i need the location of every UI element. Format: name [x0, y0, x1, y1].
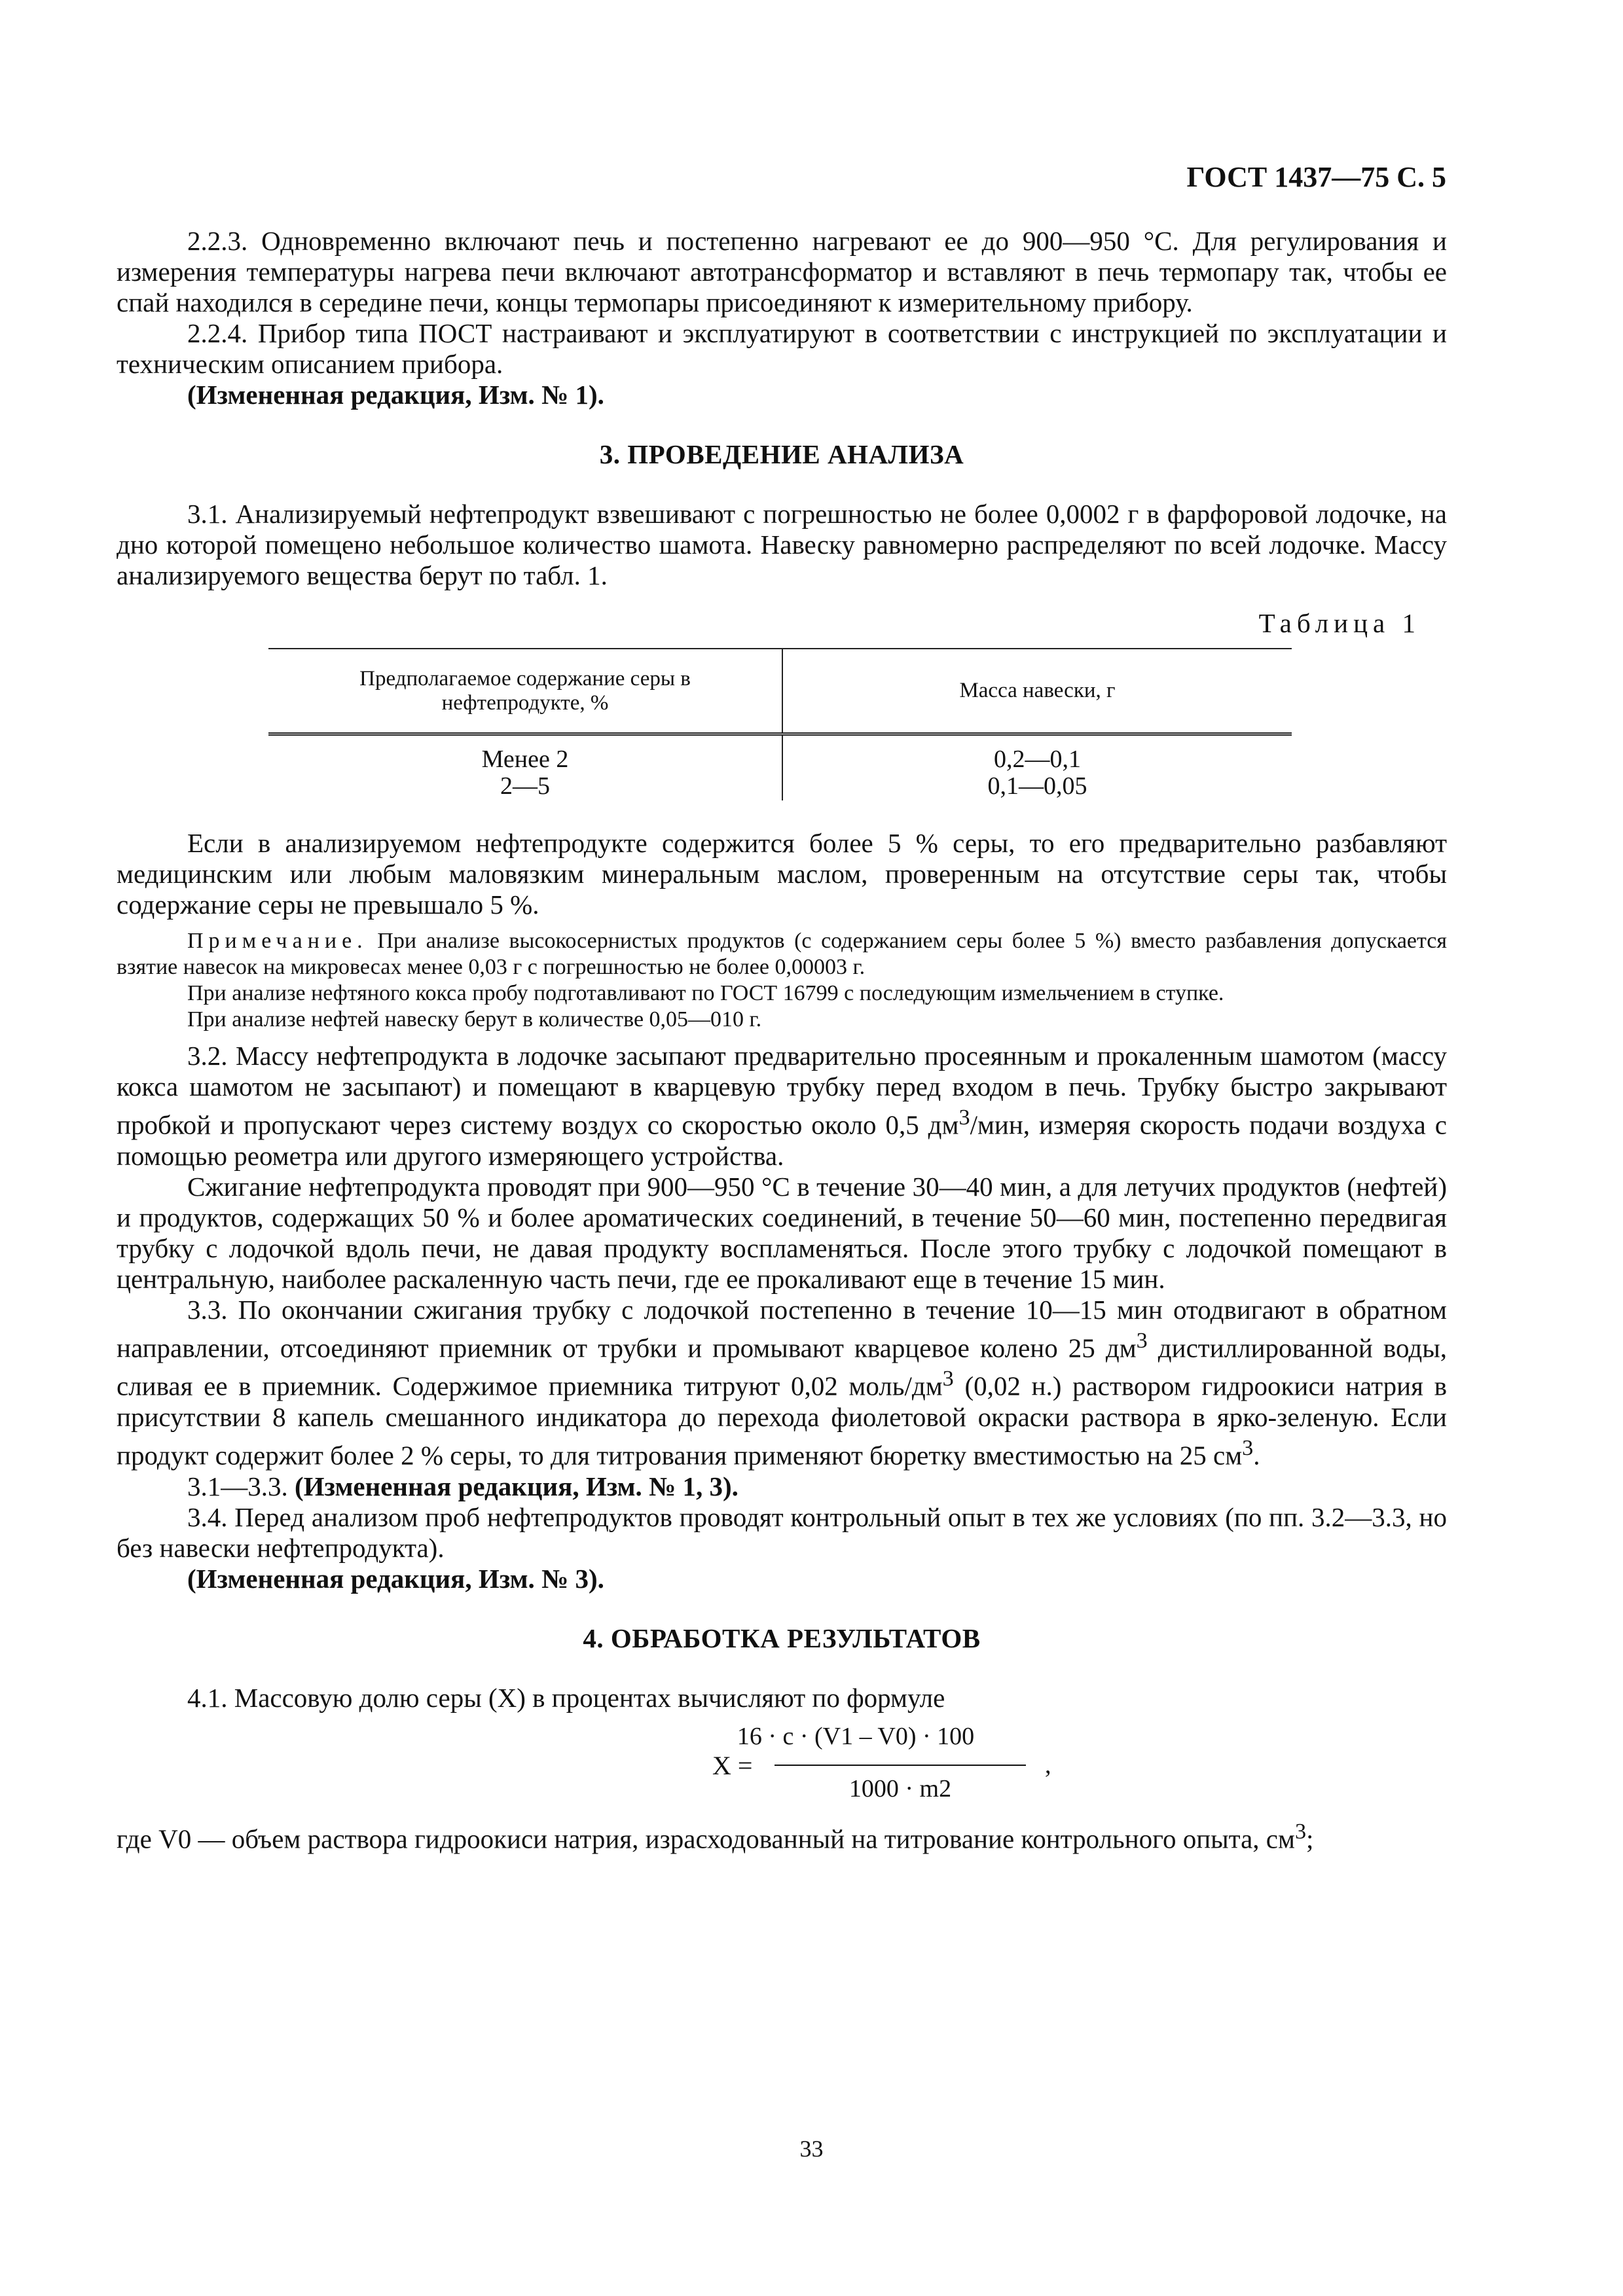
formula [117, 1713, 1447, 1802]
paragraph-4-1: 4.1. Массовую долю серы (X) в процентах вычисляют по формуле [187, 1682, 945, 1713]
paragraph-3-1: 3.1. Анализируемый нефтепродукт взвешивают с погрешностью не более 0,0002 г в фарфоровой лодочке, на дно которой помещено небольшое количество шамота. Навеску равномерно распределяют по всей лодочке. Массу анализируемого вещества берут по табл. 1. [117, 499, 1447, 590]
paragraph-dilution: Если в анализируемом нефтепродукте содержится более 5 % серы, то его предварительно разбавляют медицинским или любым маловязким минеральным маслом, проверенным на отсутствие серы так, чтобы содержание серы не превышало 5 %. [117, 828, 1447, 920]
table-header-mass: Масса навески, г [782, 649, 1292, 734]
section-4-title: 4. ОБРАБОТКА РЕЗУЛЬТАТОВ [583, 1623, 981, 1653]
table-header-sulfur: Предполагаемое содержание серы в нефтепродукте, % [268, 649, 782, 734]
table-row [268, 734, 1292, 801]
paragraph-3-3: 3.3. По окончании сжигания трубку с лодочкой постепенно в течение 10—15 мин отодвигают в обратном направлении, отсоединяют приемник от трубки и промывают кварцевое колено 25 $дм^3$ дистиллированной воды, сливая ее в приемник. Содержимое приемника титруют 0,02 моль/$дм^3$ (0,02 н.) раствором гидроокиси натрия в присутствии 8 капель смешанного индикатора до перехода фиолетовой окраски раствора в ярко-зеленую. Если продукт содержит более 2 % серы, то для титрования применяют бюретку вместимостью на 25 $см^3$. [117, 1294, 1447, 1471]
where-line: где V0 — объем раствора гидроокиси натрия, израсходованный на титрование контрольного опыта, $см^3$; [117, 1819, 1314, 1854]
note-2: При анализе нефтяного кокса пробу подготавливают по ГОСТ 16799 с последующим измельчением в ступке. [187, 981, 1224, 1005]
edit-note-2: 3.1—3.3. (Измененная редакция, Изм. № 1, 3). [187, 1471, 739, 1501]
page-body [117, 226, 1447, 1854]
note-3: При анализе нефтей навеску берут в количестве 0,05—010 г. [187, 1007, 762, 1031]
paragraph-burning: Сжигание нефтепродукта проводят при 900—950 °С в течение 30—40 мин, а для летучих продуктов (нефтей) и продуктов, содержащих 50 % и более ароматических соединений, в течение 50—60 мин, постепенно передвигая трубку с лодочкой вдоль печи, не давая продукту воспламеняться. После этого трубку с лодочкой помещают в центральную, наиболее раскаленную часть печи, где ее прокаливают еще в течение 15 мин. [117, 1171, 1447, 1294]
paragraph-3-4: 3.4. Перед анализом проб нефтепродуктов проводят контрольный опыт в тех же условиях (по пп. 3.2—3.3, но без навески нефтепродукта). [117, 1501, 1447, 1563]
formula-denominator: 1000 · m2 [848, 1774, 952, 1803]
note-1: Примечание. При анализе высокосернистых продуктов (с содержанием серы более 5 %) вместо разбавления допускается взятие навесок на микровесах менее 0,03 г с погрешностью не более 0,00003 г. [117, 929, 1448, 979]
table-cell-mass: 0,2—0,1 0,1—0,05 [987, 745, 1087, 800]
page-number: 33 [799, 2136, 824, 2162]
table-cell-sulfur: Менее 2 2—5 [268, 734, 782, 801]
table-caption: Таблица 1 [1258, 608, 1421, 638]
section-3-title: 3. ПРОВЕДЕНИЕ АНАЛИЗА [599, 439, 964, 469]
formula-lhs: X = [712, 1750, 753, 1780]
paragraph-2-2-4: 2.2.4. Прибор типа ПОСТ настраивают и эксплуатируют в соответствии с инструкцией по эксплуатации и техническим описанием прибора. [117, 318, 1447, 379]
edit-note-1: (Измененная редакция, Изм. № 1). [187, 380, 604, 410]
paragraph-2-2-3: 2.2.3. Одновременно включают печь и постепенно нагревают ее до 900—950 °С. Для регулирования и измерения температуры нагрева печи включают автотрансформатор и вставляют в печь термопару так, чтобы ее спай находился в середине печи, концы термопары присоединяют к измерительному прибору. [117, 226, 1447, 317]
formula-comma: , [1045, 1751, 1051, 1779]
note-label: Примечание. [187, 929, 368, 953]
table-1 [268, 648, 1292, 800]
formula-numerator: 16 · c · (V1 – V0) · 100 [737, 1722, 975, 1750]
fraction-bar [775, 1765, 1026, 1766]
edit-note-3: (Измененная редакция, Изм. № 3). [187, 1563, 604, 1594]
paragraph-3-2: 3.2. Массу нефтепродукта в лодочке засыпают предварительно просеянным и прокаленным шамотом (массу кокса шамотом не засыпают) и помещают в кварцевую трубку перед входом в печь. Трубку быстро закрывают пробкой и пропускают через систему воздух со скоростью около 0,5 $дм^3$/мин, измеряя скорость подачи воздуха с помощью реометра или другого измеряющего устройства. [117, 1041, 1447, 1171]
table-header-row [268, 649, 1292, 734]
page-header: ГОСТ 1437—75 С. 5 [1186, 161, 1446, 193]
